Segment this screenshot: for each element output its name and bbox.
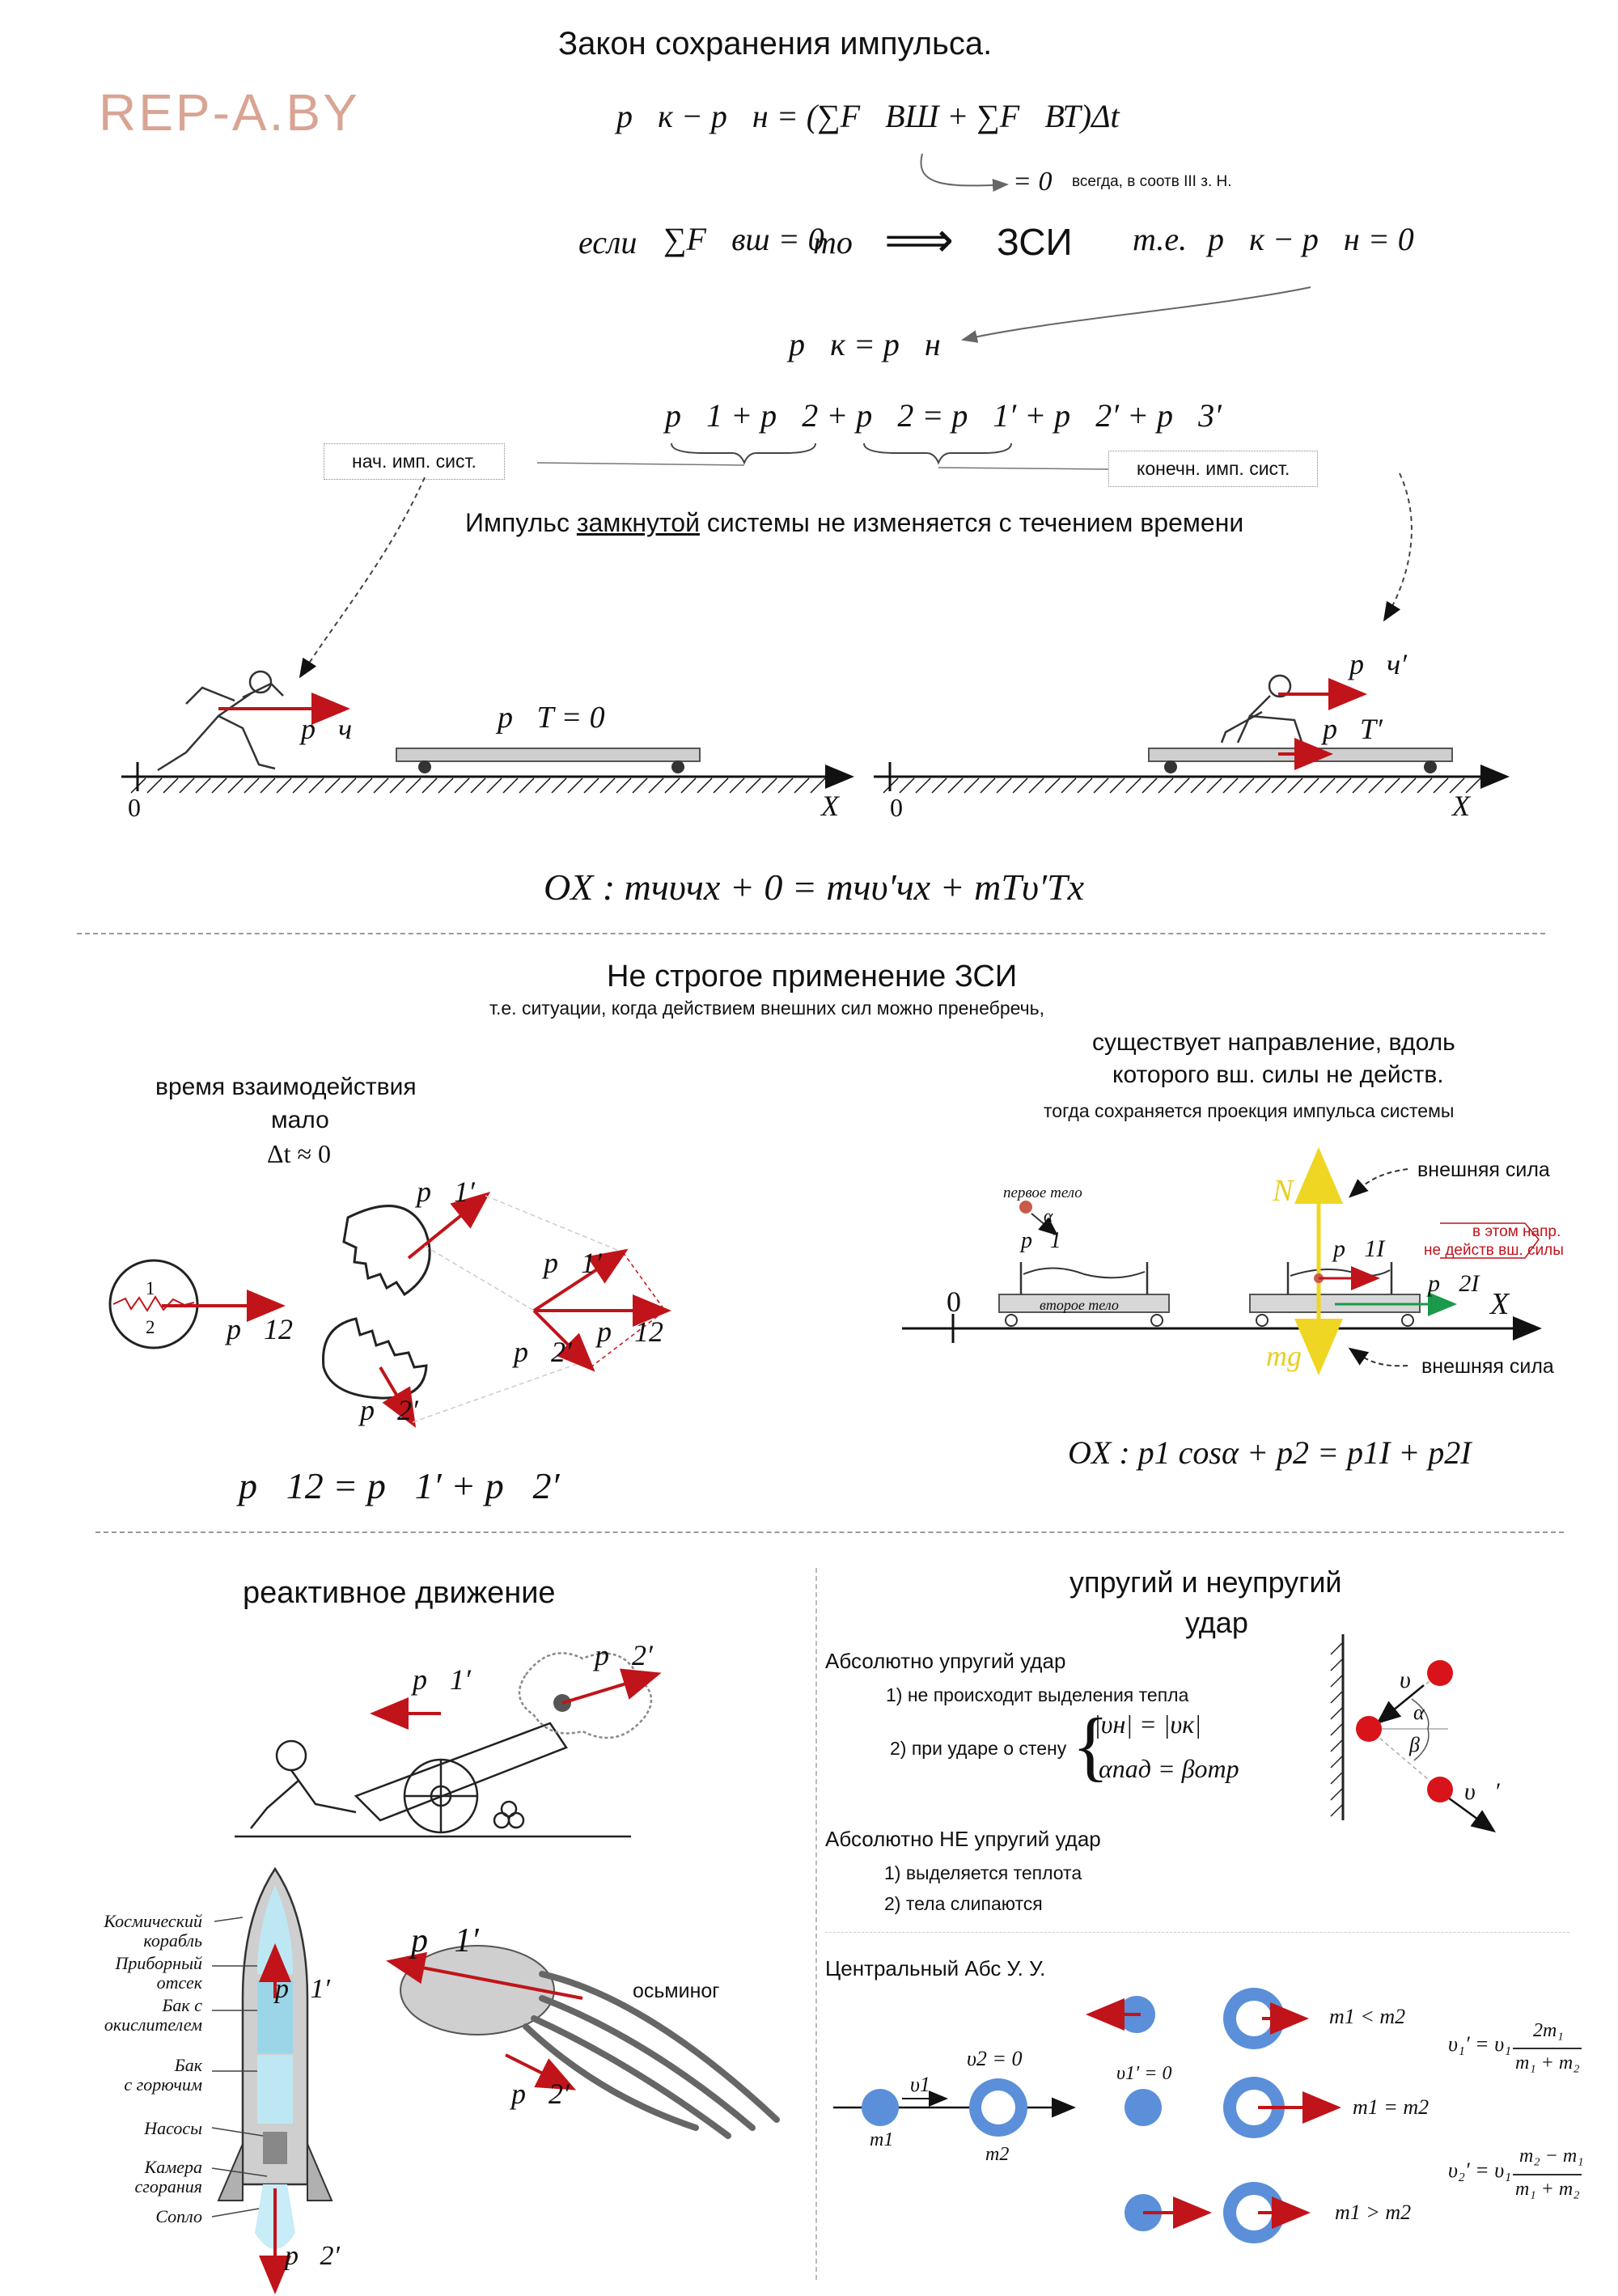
final-momentum-box: конечн. имп. сист. xyxy=(1108,451,1318,487)
cart-momentum-zero: p⃗T = 0 xyxy=(498,701,605,735)
case-gt: m1 > m2 xyxy=(1335,2201,1412,2224)
wall-beta: β xyxy=(1409,1733,1420,1756)
elastic-brace: { xyxy=(1072,1702,1110,1789)
rocket-label-8: с горючим xyxy=(124,2074,202,2095)
normal-force-label: N⃗ xyxy=(1273,1174,1317,1208)
num-1: 1 xyxy=(146,1278,155,1298)
elastic-point-1: 1) не происходит выделения тепла xyxy=(886,1684,1189,1705)
direction-note-2: не действ вш. силы xyxy=(1424,1242,1564,1259)
formula-v1-den: m₁ + m₂ xyxy=(1515,2052,1580,2074)
eq-zero: = 0 xyxy=(1013,167,1053,197)
p1-small: p⃗1 xyxy=(1021,1228,1061,1253)
implies-arrow: ⟹ xyxy=(884,213,955,267)
axis-x-left: X xyxy=(821,790,839,822)
p2p-label-frag: p⃗2′ xyxy=(360,1394,418,1426)
site-watermark: REP-A.BY xyxy=(99,83,360,142)
p2I-label: p⃗2I xyxy=(1428,1270,1480,1297)
formula-v2-lhs: υ₂′ = υ₁ xyxy=(1448,2158,1512,2182)
cart-momentum-final: p⃗T′ xyxy=(1323,713,1383,745)
octopus-label: осьминог xyxy=(633,1980,720,2002)
formula-v2-num: m₂ − m₁ xyxy=(1519,2146,1584,2167)
elastic-title: Абсолютно упругий удар xyxy=(825,1649,1066,1673)
section2-subtitle: т.е. ситуации, когда действием внешних сил можно пренебречь, xyxy=(489,998,1044,1019)
runner-equation: OX : mчυчx + 0 = mчυ′чx + mTυ′Tx xyxy=(544,866,1085,908)
rocket-label-5: Бак с xyxy=(162,1995,202,2015)
rocket-label-9: Насосы xyxy=(144,2118,202,2138)
p1p-label-frag: p⃗1′ xyxy=(417,1176,475,1208)
rocket-label-4: отсек xyxy=(156,1972,202,1993)
fragment-equation: p⃗12 = p⃗1′ + p⃗2′ xyxy=(239,1465,560,1506)
wall-vp-label: υ⃗′ xyxy=(1464,1778,1500,1805)
elastic-point-2: 2) при ударе о стену xyxy=(890,1738,1067,1759)
page-title: Закон сохранения импульса. xyxy=(558,26,993,61)
p12-label-left: p⃗12 xyxy=(227,1313,294,1345)
right-heading-1: существует направление, вдоль xyxy=(1092,1029,1455,1056)
third-law-note: всегда, в соотв III з. Н. xyxy=(1072,173,1232,190)
rocket-label-10: Камера xyxy=(144,2157,202,2177)
elastic-eq-1: |υн| = |υк| xyxy=(1094,1709,1201,1739)
p1I-label: p⃗1I xyxy=(1333,1235,1385,1262)
rocket-label-12: Сопло xyxy=(155,2206,202,2226)
m1-label: m1 xyxy=(870,2129,894,2150)
inelastic-point-2: 2) тела слипаются xyxy=(884,1893,1043,1914)
rocket-label-2: корабль xyxy=(143,1930,202,1951)
left-heading-1: время взаимодействия xyxy=(155,1074,417,1100)
condition-sum: ∑F⃗вш = 0 xyxy=(663,221,824,257)
rocket-p1: p⃗1′ xyxy=(275,1974,330,2004)
second-body-label: второе тело xyxy=(1040,1297,1119,1313)
p2p-label-vec: p⃗2′ xyxy=(514,1336,572,1368)
formula-v2-den: m₁ + m₂ xyxy=(1515,2179,1580,2200)
origin-section2: 0 xyxy=(947,1286,961,1318)
formula-v1-num: 2m₁ xyxy=(1533,2020,1564,2041)
statement-pre: Импульс xyxy=(465,508,577,537)
v2-zero: υ2 = 0 xyxy=(967,2047,1023,2070)
v1-label: υ1 xyxy=(910,2073,930,2096)
projection-equation: OX : p1 cosα + p2 = p1I + p2I xyxy=(1068,1434,1472,1471)
right-heading-2: которого вш. силы не действ. xyxy=(1112,1061,1444,1088)
case-eq: m1 = m2 xyxy=(1353,2095,1430,2119)
section2-title: Не строгое применение ЗСИ xyxy=(607,959,1018,993)
v1p-zero: υ1′ = 0 xyxy=(1116,2063,1172,2084)
cannon-p1: p⃗1′ xyxy=(413,1663,471,1696)
wall-alpha: α xyxy=(1413,1701,1425,1724)
m2-label: m2 xyxy=(985,2144,1010,2165)
formula-v1-lhs: υ₁′ = υ₁ xyxy=(1448,2032,1512,2056)
right-heading-3: тогда сохраняется проекция импульса системы xyxy=(1044,1100,1455,1121)
origin-right: 0 xyxy=(890,793,903,822)
gravity-label: mg⃗ xyxy=(1266,1340,1324,1372)
statement-underlined: замкнутой xyxy=(576,508,700,537)
condition-if: если xyxy=(578,224,637,261)
central-title: Центральный Абс У. У. xyxy=(825,1956,1046,1980)
axis-x-section2: X xyxy=(1490,1287,1510,1321)
reactive-title: реактивное движение xyxy=(243,1576,556,1610)
rocket-p2: p⃗2′ xyxy=(285,2241,340,2271)
runner-momentum: p⃗ч xyxy=(301,713,353,745)
rocket-label-1: Космический xyxy=(104,1911,202,1931)
case-lt: m1 < m2 xyxy=(1329,2005,1406,2028)
wall-v-label: υ⃗ xyxy=(1400,1667,1430,1693)
sum-formula: p⃗1 + p⃗2 + p⃗2 = p⃗1′ + p⃗2′ + p⃗3′ xyxy=(665,397,1222,434)
external-force-top: внешняя сила xyxy=(1417,1159,1550,1181)
rocket-label-7: Бак xyxy=(174,2055,202,2075)
first-body-label: первое тело xyxy=(1003,1184,1082,1201)
axis-x-right: X xyxy=(1452,790,1470,822)
direction-note-1: в этом напр. xyxy=(1472,1223,1561,1240)
main-formula: p⃗к − p⃗н = (∑F⃗ВШ + ∑F⃗ВТ)Δt xyxy=(616,98,1120,134)
delta-t-approx: Δt ≈ 0 xyxy=(267,1139,332,1168)
pk-eq-pn: p⃗к = p⃗н xyxy=(789,326,941,362)
left-heading-2: мало xyxy=(271,1107,329,1133)
ie-label: т.е. xyxy=(1133,221,1188,257)
alpha-small: α xyxy=(1044,1205,1053,1226)
inelastic-title: Абсолютно НЕ упругий удар xyxy=(825,1827,1101,1851)
person-momentum-final: p⃗ч′ xyxy=(1349,648,1408,680)
initial-momentum-box: нач. имп. сист. xyxy=(324,443,505,480)
condition-then: то xyxy=(813,224,853,261)
rocket-label-3: Приборный xyxy=(115,1953,202,1973)
p1p-label-vec: p⃗1′ xyxy=(544,1247,602,1279)
origin-left: 0 xyxy=(128,793,141,822)
collision-title-2: удар xyxy=(1185,1606,1248,1639)
octopus-p1: p⃗1′ xyxy=(411,1922,479,1959)
octopus-p2: p⃗2′ xyxy=(511,2078,570,2110)
elastic-eq-2: αпад = βотр xyxy=(1099,1754,1239,1783)
rocket-label-11: сгорания xyxy=(134,2176,202,2196)
rocket-label-6: окислителем xyxy=(104,2014,202,2035)
ie-formula: p⃗к − p⃗н = 0 xyxy=(1208,221,1414,257)
zsi-label: ЗСИ xyxy=(997,221,1073,263)
external-force-bottom: внешняя сила xyxy=(1421,1355,1554,1378)
collision-title-1: упругий и неупругий xyxy=(1069,1565,1342,1599)
p12-label-vec: p⃗12 xyxy=(597,1315,664,1348)
inelastic-point-1: 1) выделяется теплота xyxy=(884,1862,1082,1883)
statement-post: системы не изменяется с течением времени xyxy=(699,508,1244,537)
cannon-p2: p⃗2′ xyxy=(595,1639,653,1671)
num-2: 2 xyxy=(146,1317,155,1337)
